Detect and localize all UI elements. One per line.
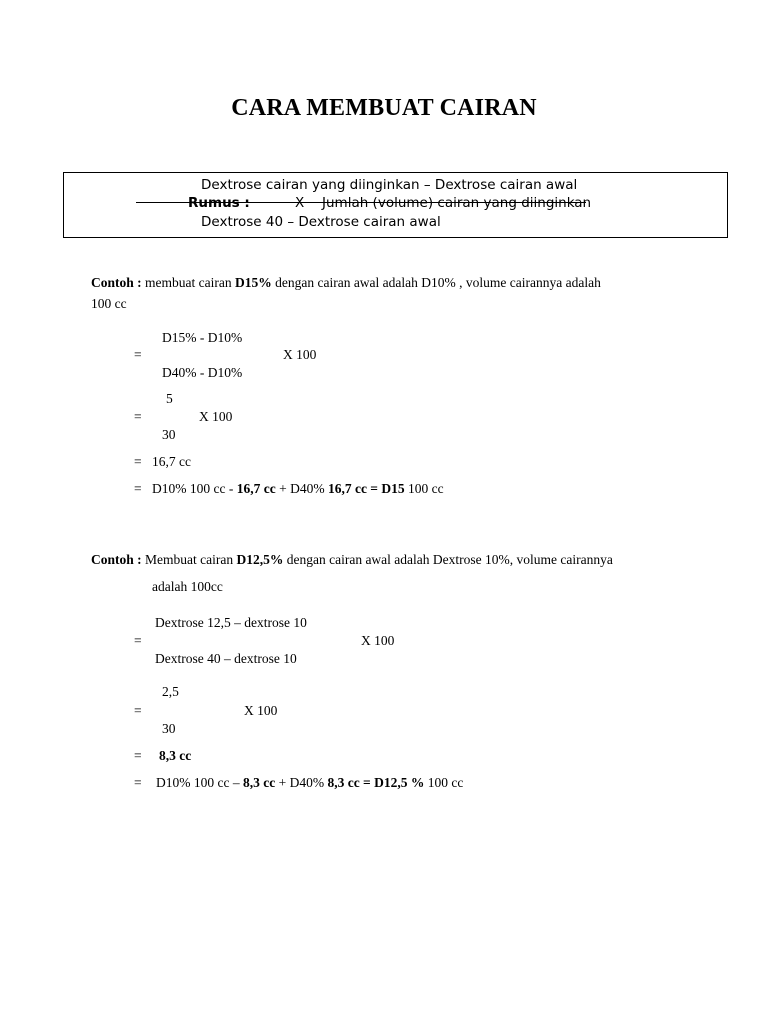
formula-volume: Jumlah (volume) cairan yang diinginkan [322,195,592,211]
example1-label: Contoh : [91,275,142,290]
example1-step4-a: D10% 100 cc - [152,481,237,496]
example2-step1-equals: = [134,633,142,648]
example2-step1-denominator: Dextrose 40 – dextrose 10 [155,651,297,666]
example2-intro [91,552,613,568]
formula-times: X [295,195,305,211]
example2-step1-multiplier: X 100 [361,633,395,648]
example2-step2-multiplier: X 100 [244,703,278,718]
example2-step2-equals: = [134,703,142,718]
example1-step1-multiplier: X 100 [283,347,317,362]
example1-step4-c: + D40% [275,481,328,496]
example2-step4-equals: = [134,775,142,790]
example1-step3-equals: = [134,454,142,469]
example1-step4-e: 100 cc [404,481,444,496]
example1-step2-numerator: 5 [166,391,173,406]
example1-text-a: membuat cairan [141,275,235,290]
example1-intro-line2: 100 cc [91,296,127,311]
example2-intro-line2: adalah 100cc [152,579,223,594]
example2-text-b: dengan cairan awal adalah Dextrose 10%, volume cairannya [283,552,613,567]
example2-step2-denominator: 30 [162,721,176,736]
example1-intro [91,275,601,291]
example1-step1-denominator: D40% - D10% [162,365,243,380]
example2-step4-c: + D40% [275,775,328,790]
example2-step3-result: 8,3 cc [159,748,192,763]
page-title: CARA MEMBUAT CAIRAN [231,95,537,121]
example1-step4 [152,481,444,497]
example2-step4-d: 8,3 cc = D12,5 % [327,775,425,790]
example1-target: D15% [234,275,272,290]
formula-numerator: Dextrose cairan yang diinginkan – Dextrose cairan awal [201,177,578,193]
example2-step4 [156,775,463,791]
example1-step2-equals: = [134,409,142,424]
example1-step2-multiplier: X 100 [199,409,233,424]
example2-text-a: Membuat cairan [141,552,237,567]
example2-label: Contoh : [91,552,142,567]
example2-step1-numerator: Dextrose 12,5 – dextrose 10 [155,615,307,630]
example1-step3-result: 16,7 cc [152,454,191,469]
example1-step1-equals: = [134,347,142,362]
formula-label: Rumus : [188,195,250,211]
example1-step2-denominator: 30 [162,427,176,442]
example2-step4-e: 100 cc [424,775,464,790]
example2-step4-b: 8,3 cc [242,775,276,790]
example1-step4-b: 16,7 cc [236,481,276,496]
example2-step4-a: D10% 100 cc – [156,775,243,790]
example1-step4-d: 16,7 cc = D15 [327,481,405,496]
example2-step3-equals: = [134,748,142,763]
formula-denominator: Dextrose 40 – Dextrose cairan awal [201,214,441,230]
example1-step1-numerator: D15% - D10% [162,330,243,345]
example2-step2-numerator: 2,5 [162,684,179,699]
example1-step4-equals: = [134,481,142,496]
example1-text-b: dengan cairan awal adalah D10% , volume cairannya adalah [271,275,601,290]
example2-target: D12,5% [236,552,284,567]
